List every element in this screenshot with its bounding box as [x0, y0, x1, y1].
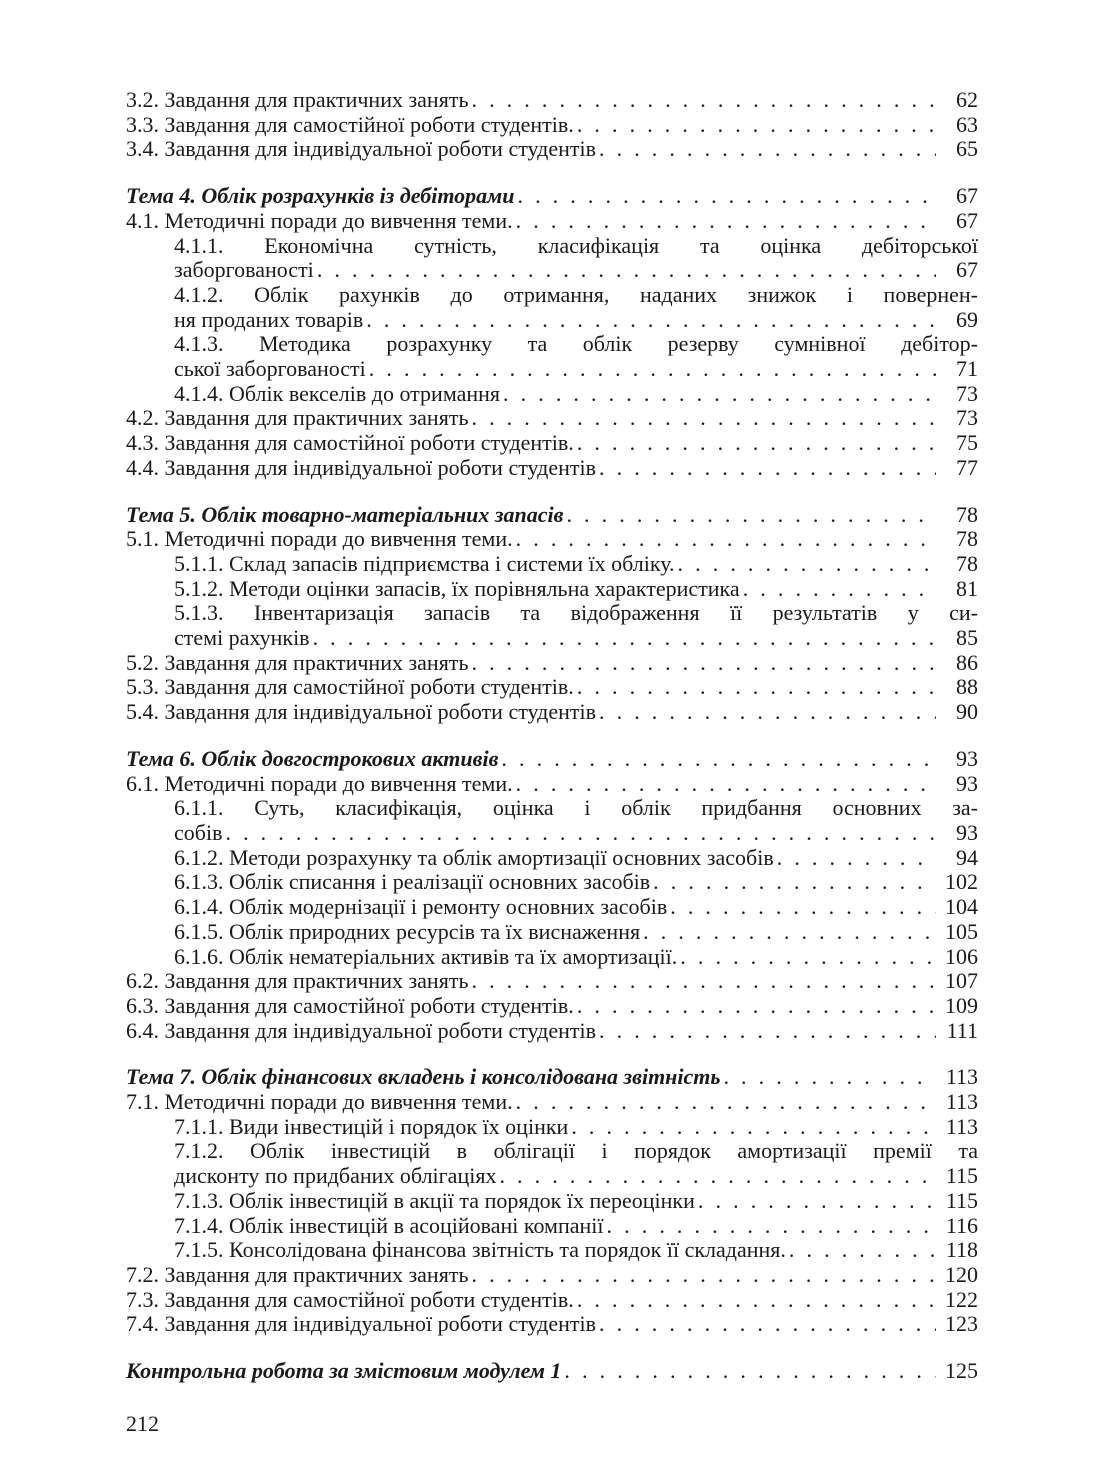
toc-subsection-entry[interactable]: [126, 1189, 978, 1214]
dot-leader: [743, 577, 936, 602]
toc-section-entry[interactable]: [126, 651, 978, 676]
dot-leader: [503, 382, 936, 407]
toc-section-entry[interactable]: [126, 772, 978, 797]
toc-page-number: 78: [956, 526, 978, 552]
toc-section-entry[interactable]: [126, 209, 978, 234]
toc-entry-title: Тема 6. Облік довгострокових активів: [126, 745, 499, 771]
toc-entry-title: 5.1.2. Методи оцінки запасів, їх порівняльна характеристика: [174, 575, 740, 601]
toc-entry-lead-line: 4.1.2. Облік рахунків до отримання, наданих знижок і повернен-: [174, 281, 978, 307]
toc-entry-title: 5.1.1. Склад запасів підприємства і системи їх обліку.: [174, 550, 675, 576]
toc-section-entry[interactable]: [126, 700, 978, 725]
toc-entry-title: Тема 7. Облік фінансових вкладень і консолідована звітність: [126, 1064, 721, 1090]
toc-section-entry[interactable]: [126, 1312, 978, 1337]
toc-section-entry[interactable]: [126, 969, 978, 994]
toc-subsection-entry[interactable]: [126, 870, 978, 895]
toc-entry-title: 6.1.2. Методи розрахунку та облік амортизації основних засобів: [174, 844, 774, 870]
toc-page-number: 109: [945, 992, 978, 1018]
toc-section-entry[interactable]: [126, 406, 978, 431]
toc-subsection-entry[interactable]: [126, 895, 978, 920]
toc-entry-title: Тема 5. Облік товарно-матеріальних запасів: [126, 501, 564, 527]
toc-page-number: 104: [945, 894, 978, 920]
toc-entry-title: 4.2. Завдання для практичних занять: [126, 405, 469, 431]
toc-group: [126, 747, 978, 1043]
toc-entry-title: 5.1. Методичні поради до вивчення теми.: [126, 526, 513, 552]
toc-entry-lead-line: 7.1.2. Облік інвестицій в облігації і порядок амортизації премії та: [174, 1138, 978, 1164]
toc-entry-lead-line: 4.1.3. Методика розрахунку та облік резерву сумнівної дебітор-: [174, 331, 978, 357]
toc-group: [126, 1065, 978, 1337]
dot-leader: [369, 357, 936, 382]
dot-leader: [471, 651, 936, 676]
dot-leader: [571, 1115, 936, 1140]
toc-section-entry[interactable]: [126, 1263, 978, 1288]
toc-page-number: 75: [956, 430, 978, 456]
toc-entry-title: 6.1. Методичні поради до вивчення теми.: [126, 770, 513, 796]
toc-subsection-entry[interactable]: [126, 821, 978, 846]
dot-leader: [564, 1359, 936, 1384]
toc-page-number: 93: [956, 819, 978, 845]
toc-entry-title: 6.1.5. Облік природних ресурсів та їх виснаження: [174, 918, 641, 944]
toc-page-number: 118: [945, 1237, 978, 1263]
dot-leader: [516, 772, 936, 797]
dot-leader: [789, 1238, 936, 1263]
toc-page-number: 71: [956, 356, 978, 382]
toc-section-entry[interactable]: [126, 1288, 978, 1313]
toc-page-number: 86: [956, 649, 978, 675]
toc-entry-title: ської заборгованості: [174, 356, 366, 382]
dot-leader: [653, 870, 936, 895]
toc-group: [126, 503, 978, 725]
dot-leader: [225, 821, 936, 846]
toc-section-entry[interactable]: [126, 113, 978, 138]
toc-page-number: 77: [956, 454, 978, 480]
toc-entry-title: 7.1.5. Консолідована фінансова звітність та порядок її складання.: [174, 1237, 786, 1263]
toc-subsection-entry[interactable]: [126, 382, 978, 407]
dot-leader: [680, 945, 936, 970]
toc-page-number: 78: [956, 550, 978, 576]
toc-entry-title: 5.2. Завдання для практичних занять: [126, 649, 469, 675]
toc-topic-heading[interactable]: [126, 1359, 978, 1384]
toc-subsection-entry[interactable]: [126, 1164, 978, 1189]
toc-entry-title: стемі рахунків: [174, 625, 310, 651]
toc-entry-title: 6.1.6. Облік нематеріальних активів та їх амортизації.: [174, 943, 678, 969]
toc-section-entry[interactable]: [126, 88, 978, 113]
toc-page-number: 67: [956, 257, 978, 283]
toc-entry-title: 7.1.4. Облік інвестицій в асоційовані компанії: [174, 1212, 604, 1238]
toc-page-number: 90: [956, 699, 978, 725]
toc-page-number: 73: [956, 405, 978, 431]
toc-entry-title: ня проданих товарів: [174, 306, 364, 332]
dot-leader: [723, 1065, 936, 1090]
dot-leader: [777, 846, 936, 871]
toc-entry-title: 6.3. Завдання для самостійної роботи студентів.: [126, 992, 574, 1018]
toc-page-number: 81: [956, 575, 978, 601]
toc-subsection-entry[interactable]: [126, 846, 978, 871]
dot-leader: [599, 456, 936, 481]
toc-topic-heading[interactable]: [126, 1065, 978, 1090]
toc-subsection-entry[interactable]: [126, 1238, 978, 1263]
toc-page-number: 105: [945, 918, 978, 944]
toc-subsection-entry[interactable]: [126, 1115, 978, 1140]
toc-page-number: 113: [945, 1089, 978, 1115]
toc-topic-heading[interactable]: [126, 184, 978, 209]
toc-entry-title: 6.2. Завдання для практичних занять: [126, 968, 469, 994]
dot-leader: [499, 1164, 936, 1189]
toc-entry-title: 6.1.3. Облік списання і реалізації основних засобів: [174, 869, 651, 895]
dot-leader: [643, 920, 936, 945]
dot-leader: [599, 1312, 936, 1337]
toc-section-entry[interactable]: [126, 456, 978, 481]
toc-page-number: 115: [945, 1163, 978, 1189]
dot-leader: [577, 675, 936, 700]
toc-page-number: 122: [945, 1286, 978, 1312]
toc-entry-title: собів: [174, 819, 223, 845]
toc-page-number: 106: [945, 943, 978, 969]
toc-page-number: 116: [945, 1212, 978, 1238]
toc-entry-title: 3.2. Завдання для практичних занять: [126, 87, 469, 112]
toc-entry-title: 6.1.4. Облік модернізації і ремонту основних засобів: [174, 894, 668, 920]
toc-section-entry[interactable]: [126, 1090, 978, 1115]
dot-leader: [670, 895, 936, 920]
toc-subsection-entry[interactable]: [126, 920, 978, 945]
toc-subsection-entry[interactable]: [126, 258, 978, 283]
toc-entry-title: 3.3. Завдання для самостійної роботи студентів.: [126, 111, 574, 137]
toc-section-entry[interactable]: [126, 1019, 978, 1044]
toc-entry-title: 3.4. Завдання для індивідуальної роботи студентів: [126, 136, 596, 162]
dot-leader: [501, 747, 936, 772]
dot-leader: [599, 1019, 936, 1044]
dot-leader: [607, 1214, 936, 1239]
toc-entry-title: 4.1. Методичні поради до вивчення теми.: [126, 207, 513, 233]
toc-entry-title: 7.1. Методичні поради до вивчення теми.: [126, 1089, 513, 1115]
toc-subsection-entry[interactable]: [126, 1214, 978, 1239]
toc-page-number: 62: [956, 87, 978, 112]
dot-leader: [577, 994, 936, 1019]
page-number: 212: [126, 1411, 159, 1436]
toc-entry-title: 4.3. Завдання для самостійної роботи студентів.: [126, 430, 574, 456]
dot-leader: [471, 1263, 936, 1288]
toc-entry-title: дисконту по придбаних облігаціях: [174, 1163, 497, 1189]
toc-entry-title: 7.1.3. Облік інвестицій в акції та порядок їх переоцінки: [174, 1187, 695, 1213]
toc-page-number: 93: [956, 745, 978, 771]
toc-section-entry[interactable]: [126, 527, 978, 552]
toc-page-number: 67: [956, 183, 978, 209]
toc-subsection-entry[interactable]: [126, 577, 978, 602]
toc-page-number: 113: [945, 1064, 978, 1090]
dot-leader: [471, 406, 936, 431]
toc-subsection-entry[interactable]: [126, 308, 978, 333]
dot-leader: [471, 969, 936, 994]
toc-entry-title: 7.1.1. Види інвестицій і порядок їх оцінки: [174, 1113, 569, 1139]
dot-leader: [517, 184, 936, 209]
toc-page-number: 111: [946, 1017, 978, 1043]
toc-entry-title: 4.4. Завдання для індивідуальної роботи студентів: [126, 454, 596, 480]
dot-leader: [566, 503, 936, 528]
toc-entry-title: заборгованості: [174, 257, 314, 283]
toc-page-number: 85: [956, 625, 978, 651]
toc-section-entry[interactable]: [126, 431, 978, 456]
dot-leader: [313, 626, 936, 651]
toc-entry-lead-line: 4.1.1. Економічна сутність, класифікація та оцінка дебіторської: [174, 232, 978, 258]
toc-page-number: 94: [956, 844, 978, 870]
toc-page-number: 120: [945, 1261, 978, 1287]
toc-entry-title: 7.4. Завдання для індивідуальної роботи студентів: [126, 1311, 596, 1337]
dot-leader: [577, 113, 936, 138]
dot-leader: [516, 1090, 936, 1115]
dot-leader: [678, 552, 936, 577]
toc-page-number: 88: [956, 674, 978, 700]
toc-entry-title: 6.4. Завдання для індивідуальної роботи студентів: [126, 1017, 596, 1043]
toc-page-number: 115: [945, 1187, 978, 1213]
toc-entry-title: 4.1.4. Облік векселів до отримання: [174, 380, 501, 406]
toc-page-number: 123: [945, 1311, 978, 1337]
dot-leader: [577, 431, 936, 456]
toc-page-number: 65: [956, 136, 978, 162]
toc-page-number: 107: [945, 968, 978, 994]
toc-topic-heading[interactable]: [126, 747, 978, 772]
toc-page-number: 67: [956, 207, 978, 233]
dot-leader: [317, 258, 936, 283]
dot-leader: [516, 527, 936, 552]
toc-group: [126, 184, 978, 480]
toc-entry-title: 7.2. Завдання для практичних занять: [126, 1261, 469, 1287]
toc-page-number: 113: [945, 1113, 978, 1139]
toc-entry-lead-line: 5.1.3. Інвентаризація запасів та відображення її результатів у си-: [174, 600, 978, 626]
dot-leader: [599, 700, 936, 725]
toc-entry-lead-line: 6.1.1. Суть, класифікація, оцінка і облік придбання основних за-: [174, 795, 978, 821]
dot-leader: [577, 1288, 936, 1313]
toc-page-number: 102: [945, 869, 978, 895]
toc-page-number: 93: [956, 770, 978, 796]
toc-section-entry[interactable]: [126, 994, 978, 1019]
toc-entry-title: Тема 4. Облік розрахунків із дебіторами: [126, 183, 515, 209]
toc-subsection-entry[interactable]: [126, 357, 978, 382]
toc-entry-title: 7.3. Завдання для самостійної роботи студентів.: [126, 1286, 574, 1312]
toc-subsection-entry[interactable]: [126, 626, 978, 651]
toc-section-entry[interactable]: [126, 675, 978, 700]
toc-page-number: 78: [956, 501, 978, 527]
toc-page-number: 69: [956, 306, 978, 332]
toc-subsection-entry[interactable]: [126, 945, 978, 970]
dot-leader: [471, 88, 936, 113]
toc-entry-title: Контрольна робота за змістовим модулем 1: [126, 1358, 562, 1384]
dot-leader: [516, 209, 936, 234]
toc-group: [126, 88, 978, 162]
toc-section-entry[interactable]: [126, 137, 978, 162]
toc-entry-title: 5.3. Завдання для самостійної роботи студентів.: [126, 674, 574, 700]
toc-page-number: 63: [956, 111, 978, 137]
toc-page-number: 73: [956, 380, 978, 406]
toc-subsection-entry[interactable]: [126, 552, 978, 577]
toc-entry-title: 5.4. Завдання для індивідуальної роботи студентів: [126, 699, 596, 725]
table-of-contents: [126, 88, 978, 1384]
toc-topic-heading[interactable]: [126, 503, 978, 528]
toc-group: [126, 1359, 978, 1384]
dot-leader: [366, 308, 936, 333]
dot-leader: [599, 137, 936, 162]
dot-leader: [698, 1189, 936, 1214]
toc-page-number: 125: [945, 1358, 978, 1384]
